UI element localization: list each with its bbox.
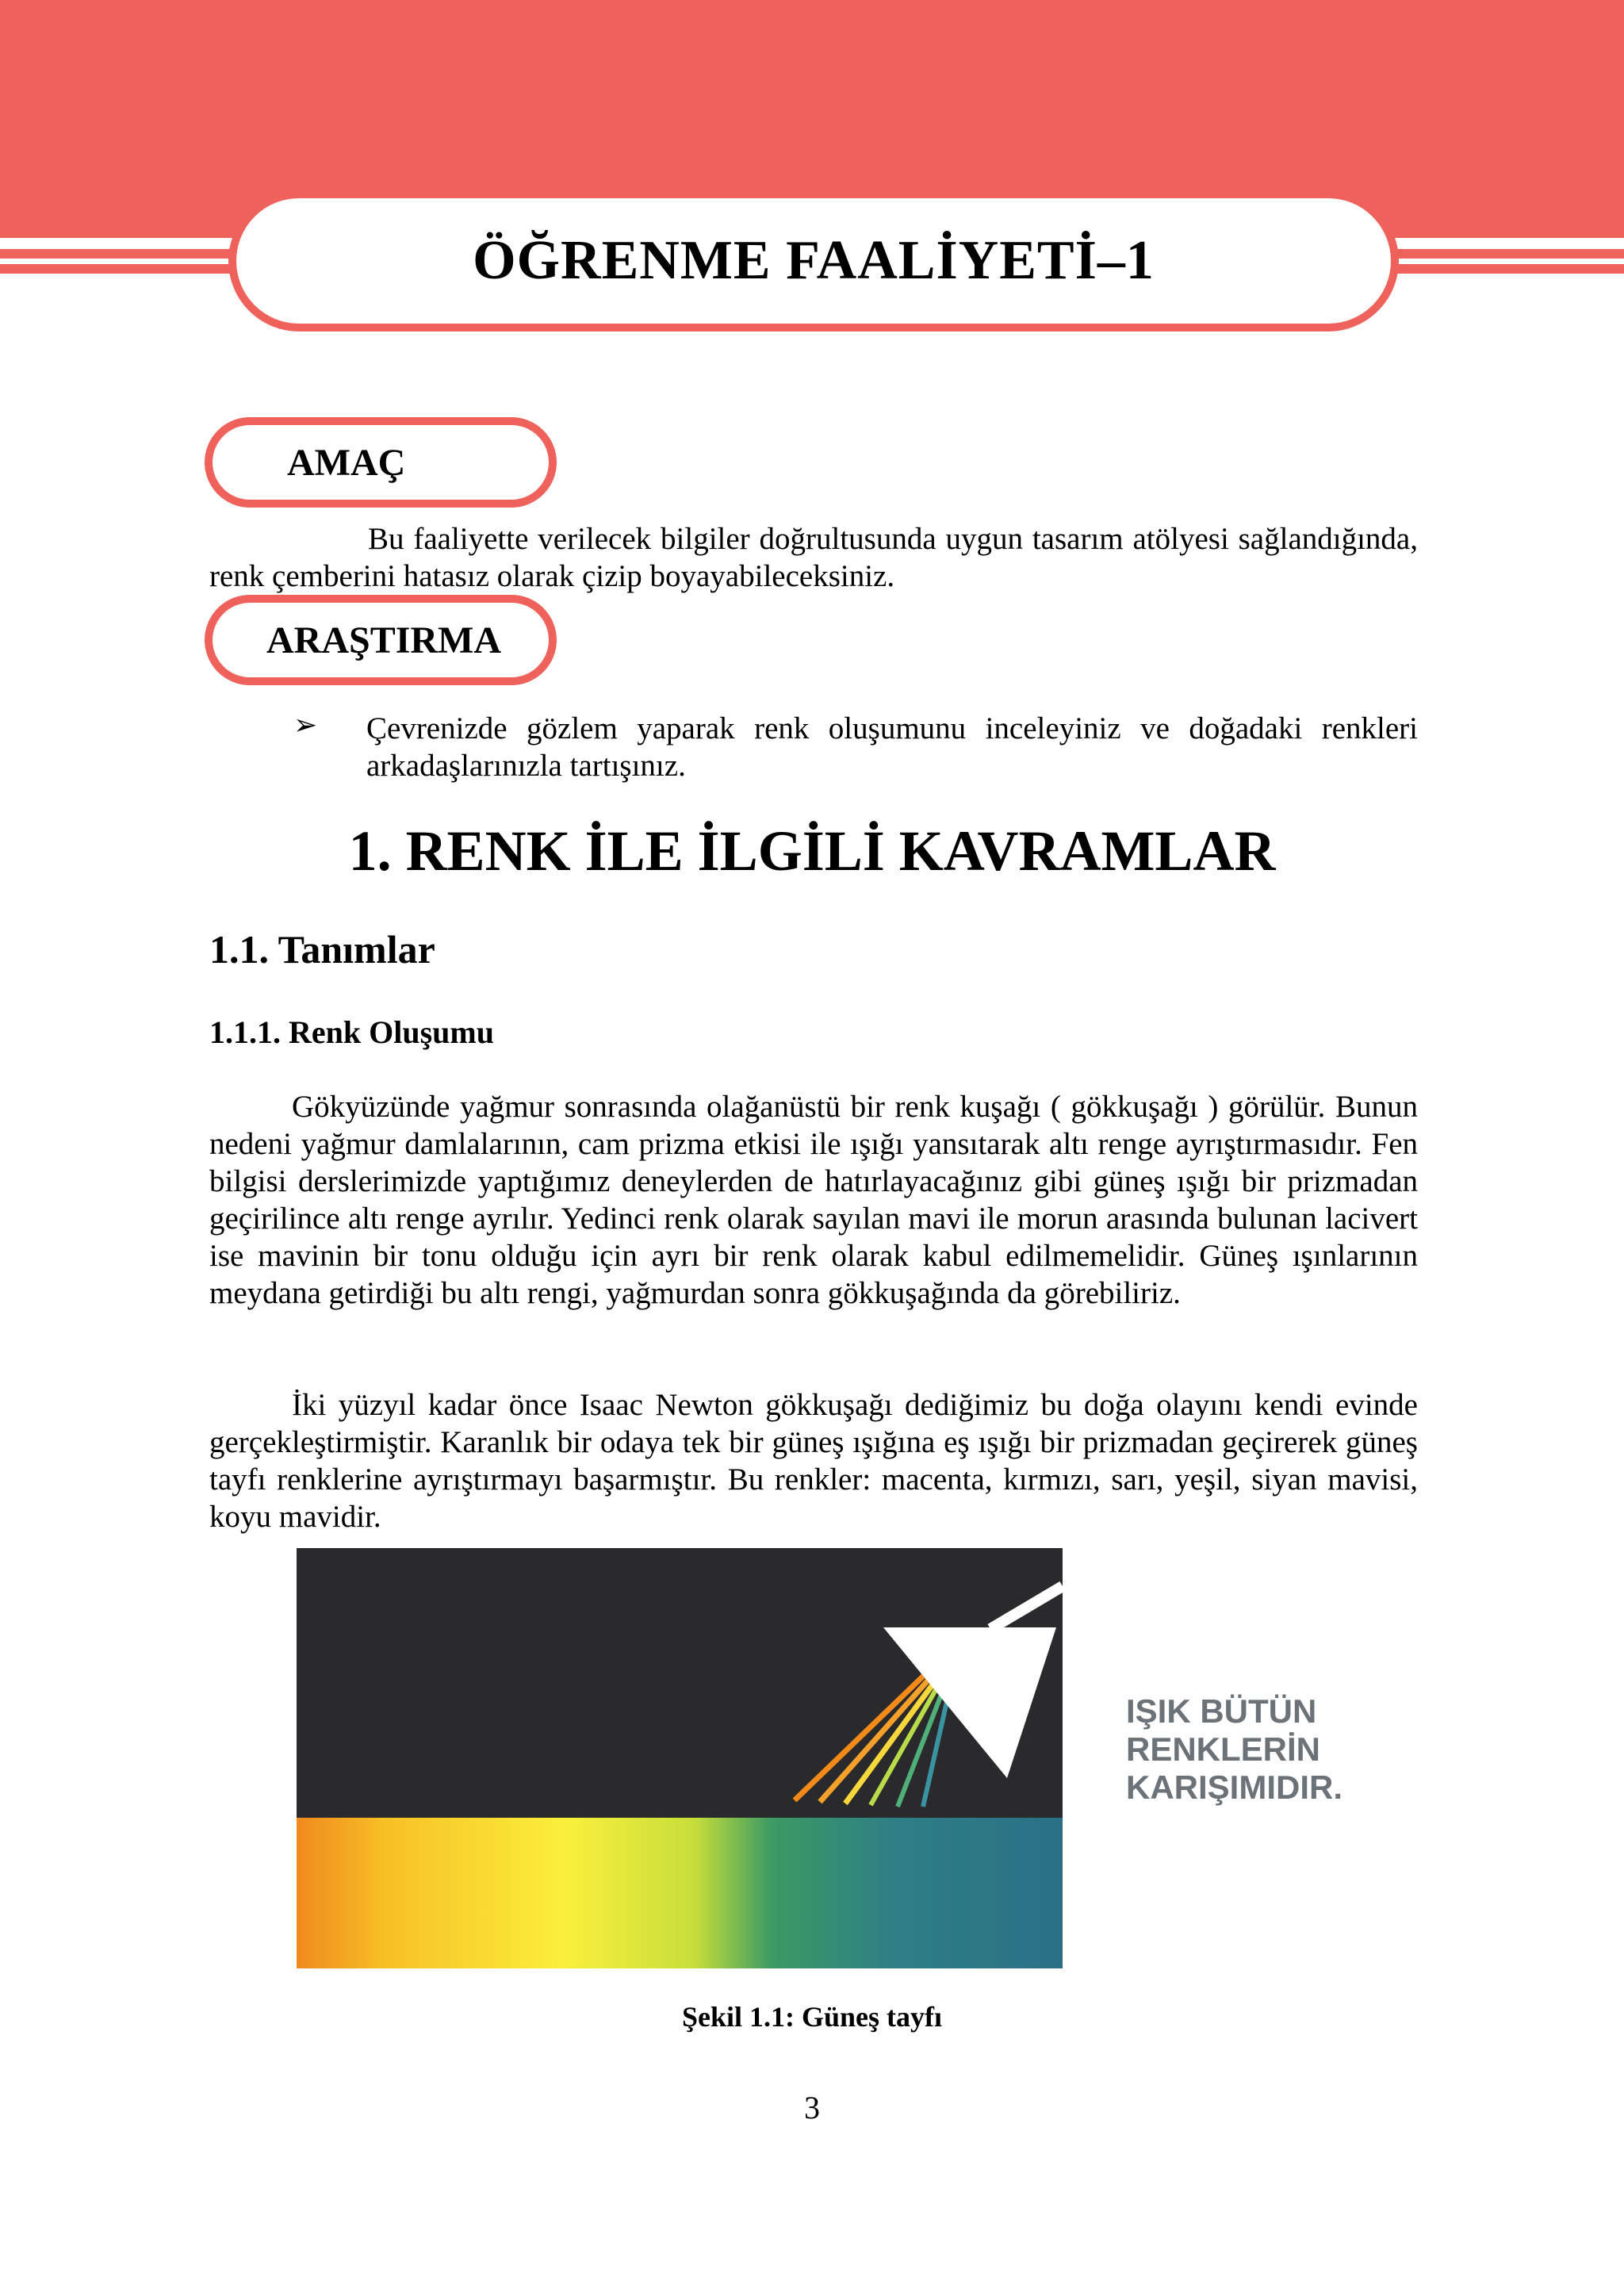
figure-label-line-2: RENKLERİN [1126,1730,1321,1768]
paragraph-renk-olusumu: Gökyüzünde yağmur sonrasında olağanüstü bir renk kuşağı ( gökkuşağı ) görülür. Bunun nedeni yağmur damlalarının, cam prizma etkisi ile ışığı yansıtarak altı renge ayrıştırmasıdır. Fen bilgisi derslerimizde yaptığımız deneylerden de hatırlayacağınız gibi güneş ışığı bir prizmadan geçirilince altı renge ayrılır. Yedinci renk olarak sayılan mavi ile morun arasında bulunan lacivert ise mavinin bir tonu olduğu için ayrı bir renk olarak kabul edilmemelidir. Güneş ışınlarının meydana getirdiği bu altı rengi, yağmurdan sonra gökkuşağında da görebiliriz. [209,1090,1418,1310]
amac-label: AMAÇ [287,441,406,484]
subsection-heading: 1.1. Tanımlar [209,927,435,972]
subsubsection-heading: 1.1.1. Renk Oluşumu [209,1014,494,1050]
prism-spectrum-illustration [297,1548,1063,1968]
figure-label-line-1: IŞIK BÜTÜN [1126,1692,1317,1730]
bullet-arrow-icon: ➢ [293,709,318,741]
figure-label [1126,1692,1342,1807]
page-number: 3 [804,2090,820,2125]
arastirma-label-box [205,595,557,685]
amac-label-box [205,417,557,508]
arastirma-label: ARAŞTIRMA [266,619,502,661]
paragraph-newton: İki yüzyıl kadar önce Isaac Newton gökkuşağı dediğimiz bu doğa olayını kendi evinde gerçekleştirmiştir. Karanlık bir odaya tek bir güneş ışığına eş ışığı bir prizmadan geçirerek güneş tayfı renklerine ayrıştırmayı başarmıştır. Bu renkler: macenta, kırmızı, sarı, yeşil, siyan mavisi, koyu mavidir. [209,1388,1418,1534]
activity-title-box [228,190,1399,332]
spectrum-figure [297,1548,1063,1968]
arastirma-bullet-text: Çevrenizde gözlem yaparak renk oluşumunu inceleyiniz ve doğadaki renkleri arkadaşlarınızla tartışınız. [366,711,1418,783]
section-heading: 1. RENK İLE İLGİLİ KAVRAMLAR [348,819,1276,883]
activity-title: ÖĞRENME FAALİYETİ–1 [473,230,1155,291]
figure-caption: Şekil 1.1: Güneş tayfı [681,2001,943,2033]
amac-text: Bu faaliyette verilecek bilgiler doğrultusunda uygun tasarım atölyesi sağlandığında, renk çemberini hatasız olarak çizip boyayabileceksiniz. [209,522,1418,593]
figure-label-line-3: KARIŞIMIDIR. [1126,1769,1342,1806]
